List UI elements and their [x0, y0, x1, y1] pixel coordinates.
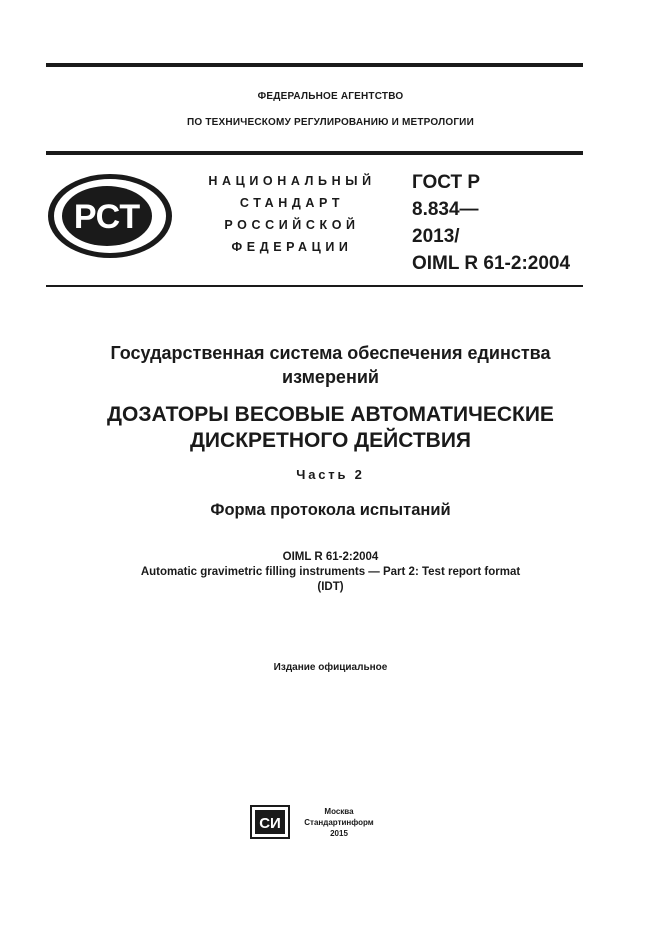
designation-rule	[46, 285, 583, 287]
main-title-line-2: ДИСКРЕТНОГО ДЕЙСТВИЯ	[189, 429, 472, 452]
publisher-info	[296, 806, 382, 839]
subtitle: Форма протокола испытаний	[210, 501, 451, 519]
system-title	[0, 341, 661, 389]
oiml-reference	[0, 550, 661, 595]
top-rule	[46, 63, 583, 67]
publisher-logo-letters: СИ	[259, 815, 281, 832]
part-label: Часть 2	[296, 467, 365, 482]
header-rule	[46, 151, 583, 155]
main-title	[0, 402, 661, 454]
standartinform-logo-icon	[250, 805, 290, 839]
publisher-year: 2015	[330, 829, 348, 838]
national-standard-line-2: СТАНДАРТ	[239, 196, 345, 210]
edition-label: Издание официальное	[273, 662, 388, 673]
standard-designation	[412, 169, 570, 277]
system-title-line-2: измерений	[282, 367, 379, 387]
main-title-line-1: ДОЗАТОРЫ ВЕСОВЫЕ АВТОМАТИЧЕСКИЕ	[107, 403, 554, 426]
agency-line-1: ФЕДЕРАЛЬНОЕ АГЕНТСТВО	[257, 91, 404, 102]
gost-r-logo-icon	[45, 171, 175, 261]
national-standard-line-4: ФЕДЕРАЦИИ	[231, 240, 353, 254]
oiml-ref: OIML R 61-2:2004	[282, 551, 379, 563]
national-standard-label	[192, 170, 392, 258]
designation-line-2: 8.834—	[412, 199, 479, 220]
publisher-name: Стандартинформ	[304, 818, 374, 827]
publisher-city: Москва	[324, 807, 354, 816]
designation-line-1: ГОСТ Р	[412, 172, 481, 193]
oiml-idt: (IDT)	[317, 581, 344, 593]
logo-letters: РСТ	[73, 198, 141, 236]
system-title-line-1: Государственная система обеспечения единства	[110, 343, 551, 363]
oiml-english-title: Automatic gravimetric filling instruments — Part 2: Test report format	[140, 566, 521, 578]
agency-line-2: ПО ТЕХНИЧЕСКОМУ РЕГУЛИРОВАНИЮ И МЕТРОЛОГИИ	[187, 117, 474, 128]
national-standard-line-1: НАЦИОНАЛЬНЫЙ	[208, 174, 376, 188]
designation-line-4: OIML R 61-2:2004	[412, 253, 571, 274]
national-standard-line-3: РОССИЙСКОЙ	[224, 218, 360, 232]
designation-line-3: 2013/	[412, 226, 460, 247]
